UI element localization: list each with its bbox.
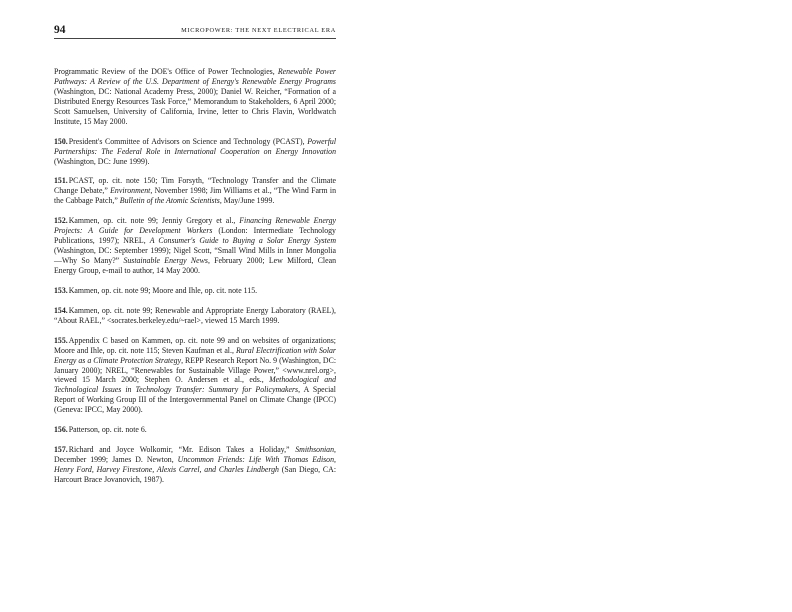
endnote-text: President's Committee of Advisors on Science and Technology (PCAST), (68, 136, 308, 146)
endnote (54, 306, 336, 326)
endnotes-list (54, 67, 336, 485)
endnote-title-italic: A Consumer's Guide to Buying a Solar Energy System (149, 236, 336, 246)
endnote-text: (London: Intermediate Technology Publications, 1997); NREL, (54, 226, 336, 246)
endnote-title-italic: Rural Electrification with Solar Energy as a Climate Protection Strategy (54, 345, 336, 365)
endnote-text: Patterson, op. cit. note 6. (68, 425, 147, 435)
endnote-number: 152. (54, 216, 68, 226)
endnote-text: Kammen, op. cit. note 99; Jenniy Gregory et al., (68, 216, 240, 226)
endnote-title-italic: Powerful Partnerships: The Federal Role in International Cooperation on Energy Innovation (54, 136, 336, 156)
endnote-text: , November 1998; Jim Williams et al., “The Wind Farm in the Cabbage Patch,” (54, 186, 336, 206)
endnote-text: (Washington, DC: National Academy Press, 2000); Daniel W. Reicher, “Formation of a Distributed Energy Resources Task Force,” Memorandum to Stakeholders, 6 April 2000; Scott Samuelsen, University of California, Irvine, letter to Chris Flavin, Worldwatch Institute, 15 May 2000. (54, 86, 336, 126)
endnote-text: (Washington, DC: June 1999). (54, 156, 150, 166)
endnote (54, 425, 336, 435)
endnote-number: 155. (54, 335, 68, 345)
running-head: MICROPOWER: THE NEXT ELECTRICAL ERA (181, 27, 336, 34)
endnote-text: PCAST, op. cit. note 150; Tim Forsyth, “Technology Transfer and the Climate Change Debate,” (54, 176, 336, 196)
endnote-text: Kammen, op. cit. note 99; Renewable and Appropriate Energy Laboratory (RAEL), “About RAEL,” <socrates.berkeley.edu/~rael>, viewed 15 March 1999. (54, 305, 336, 325)
endnote-text: Richard and Joyce Wolkomir, “Mr. Edison Takes a Holiday,” (68, 445, 296, 455)
endnote-title-italic: Bulletin of the Atomic Scientists (119, 196, 220, 206)
endnote-text: Appendix C based on Kammen, op. cit. note 99 and on websites of organizations; Moore and Ihle, op. cit. note 115; Steven Kaufman et al., (54, 335, 336, 355)
endnote (54, 67, 336, 127)
endnote-text: , December 1999; James D. Newton, (54, 445, 336, 465)
endnote-text: Kammen, op. cit. note 99; Moore and Ihle, op. cit. note 115. (68, 285, 258, 295)
endnote-number: 151. (54, 176, 68, 186)
endnote (54, 336, 336, 416)
endnote-number: 156. (54, 425, 68, 435)
endnote-title-italic: Smithsonian (295, 445, 335, 455)
endnote (54, 176, 336, 206)
endnote-title-italic: Environment (110, 186, 151, 196)
endnote-text: , February 2000; Lew Milford, Clean Energy Group, e-mail to author, 14 May 2000. (54, 256, 336, 276)
endnote (54, 137, 336, 167)
endnote (54, 445, 336, 485)
endnote-text: , May/June 1999. (219, 196, 275, 206)
endnote-title-italic: Uncommon Friends: Life With Thomas Edison, Henry Ford, Harvey Firestone, Alexis Carrel, and Charles Lindbergh (54, 455, 336, 474)
endnote-text: (Washington, DC: September 1999); Nigel Scott, “Small Wind Mills in Inner Mongolia—Why So Many?” (54, 246, 336, 266)
endnote-text: , A Special Report of Working Group III of the Intergovernmental Panel on Climate Change (IPCC) (Geneva: IPCC, May 2000). (54, 385, 336, 415)
endnote-text: (San Diego, CA: Harcourt Brace Jovanovich, 1987). (54, 465, 336, 484)
endnote-number: 153. (54, 285, 68, 295)
endnote-title-italic: Methodological and Technological Issues in Technology Transfer: Summary for Policymakers (54, 375, 336, 395)
endnote (54, 216, 336, 276)
page-header (54, 24, 336, 39)
endnote-number: 154. (54, 305, 68, 315)
endnote-title-italic: Sustainable Energy News (123, 256, 208, 266)
endnote-number: 150. (54, 136, 68, 146)
endnote-text: Programmatic Review of the DOE's Office of Power Technologies, (54, 67, 278, 76)
page-number: 94 (54, 24, 66, 36)
endnote-number: 157. (54, 445, 68, 455)
endnote-title-italic: Renewable Power Pathways: A Review of the U.S. Department of Energy's Renewable Energy Programs (54, 67, 336, 86)
endnote-title-italic: Financing Renewable Energy Projects: A Guide for Development Workers (54, 216, 336, 236)
endnote (54, 286, 336, 296)
endnote-text: , REPP Research Report No. 9 (Washington, DC: January 2000); NREL, “Renewables for Sustainable Village Power,” <www.nrel.org>, viewed 15 March 2000; Stephen O. Andersen et al., eds., (54, 355, 336, 385)
